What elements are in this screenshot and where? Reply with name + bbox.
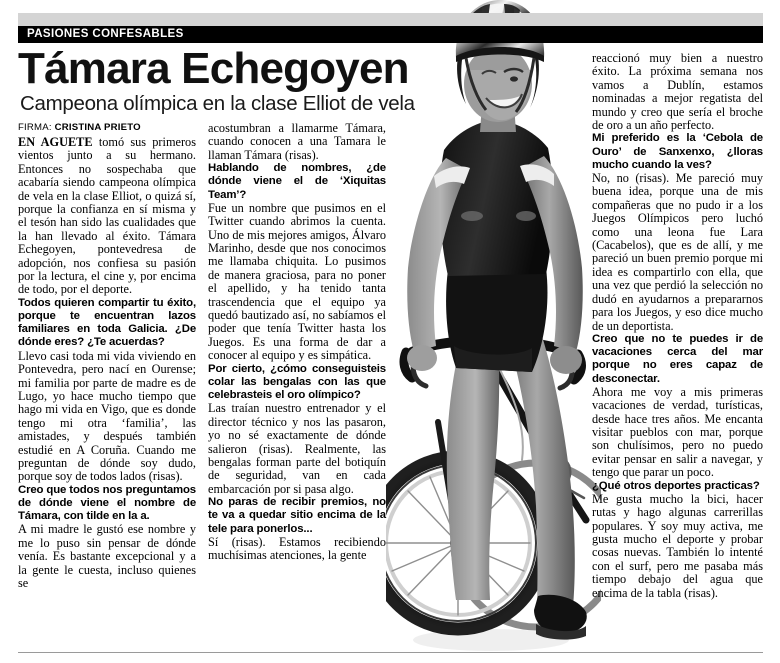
interview-answer: reaccionó muy bien a nuestro éxito. La próxima semana nos vamos a Dublín, estamos nominadas a mejor regatista del mundo y creo que sería el broche de oro a un año perfecto. [592,51,763,133]
interview-answer: EN AGUETE tomó sus primeros vientos junto a su hermano. Entonces no sospechaba que acabaría siendo campeona olímpica de vela en la clase Elliot, o quizá sí, porque la confianza en sí misma y el tesón han sido las cualidades que la han llevado al éxito. Támara Echegoyen, pontevedresa de adopción, nos confiesa su pasión por la lectura, el cine y, por encima de todo, por el deporte. [18,135,196,297]
interview-answer: Fue un nombre que pusimos en el Twitter cuando abrimos la cuenta. Uno de mis mejores amigos, Álvaro Marinho, desde que nos conocimos me llamaba chiquita. Lo pusimos de manera graciosa, para no poner el apellido, y ha tenido tanta trascendencia que el equipo ya quedó bautizado así, no sabíamos el poder que tenía Twitter hasta los Juegos. Es una forma de dar a conocer al equipo y es simpática. [208,200,386,363]
interview-answer: Sí (risas). Estamos recibiendo muchísimas atenciones, la gente [208,534,386,563]
article-column-3 [592,52,763,600]
section-bar [18,26,763,43]
interview-question: ¿Qué otros deportes practicas? [592,479,760,492]
section-label: PASIONES CONFESABLES [27,28,184,40]
interview-answer: Me gusta mucho la bici, hacer rutas y hago algunas carrerillas populares. Y soy muy activa, me gusta mucho el deporte y probar cosas nuevas. También lo intenté con el surf, pero me pasaba más tiempo debajo del agua que encima de la tabla (risas). [592,491,763,600]
interview-question: Mi preferido es la ‘Cebola de Ouro’ de Sanxenxo, ¿lloras mucho cuando la ves? [592,132,763,171]
interview-question: Creo que todos nos preguntamos de dónde viene el nombre de Támara, con tilde en la a. [18,483,196,523]
article-column-2 [208,122,386,563]
byline-author: CRISTINA PRIETO [54,122,141,133]
lede-lead-in: EN AGUETE [18,135,93,149]
bottom-rule [18,652,763,653]
page-subtitle: Campeona olímpica en la clase Elliot de vela [20,92,415,115]
interview-answer: Las traían nuestro entrenador y el director técnico y nos las pasaron, yo no sé exactamente de dónde salieron (risas). Realmente, las bengalas forman parte del botiquín de seguridad, van en cada embarcación por si pasa algo. [208,401,386,496]
interview-question: Por cierto, ¿cómo conseguisteis colar las bengalas con las que celebrasteis el oro olímpico? [208,362,386,402]
interview-question: Creo que no te puedes ir de vacaciones cerca del mar porque no eres capaz de desconectar. [592,332,763,385]
interview-answer: A mi madre le gustó ese nombre y me lo puso sin pensar de dónde venía. Es bastante excepcional y a la gente le cuesta, incluso quienes se [18,522,196,590]
interview-answer: acostumbran a llamarme Támara, cuando conocen a una Tamara le llaman Támara (risas). [208,121,386,162]
header-gray-band [18,13,763,26]
interview-answer: Ahora me voy a mis primeras vacaciones de verdad, turísticas, desde hace tres años. Me encanta visitar pueblos con mar, porque son chulísimos, pero no puedo evitar pensar en salir a navegar, y tengo que parar un poco. [592,384,763,480]
interview-question: No paras de recibir premios, no te va a quedar sitio encima de la tele para ponerlos... [208,496,386,535]
byline [18,122,196,134]
byline-prefix: FIRMA: [18,122,52,133]
headline-block [18,46,578,115]
page-title: Támara Echegoyen [18,44,409,93]
interview-question: Todos quieren compartir tu éxito, porque te encuentran lazos familiares en toda Galicia. ¿De dónde eres? ¿Te acuerdas? [18,296,196,349]
article-column-1 [18,122,196,590]
interview-question: Hablando de nombres, ¿de dónde viene el de ‘Xiquitas Team’? [208,162,386,201]
interview-answer: Llevo casi toda mi vida viviendo en Pontevedra, pero nací en Ourense; mi familia por parte de madre es de Lugo, yo hace mucho tiempo que hago mi vida en Vigo, que es donde tengo mi otra ‘familia’, las amistades, y después también estudié en A Coruña. Cuando me preguntan de dónde soy dudo, porque soy de todos lados (risas). [18,348,196,484]
interview-answer: No, no (risas). Me pareció muy buena idea, porque una de mis compañeras que no pudo ir a los Juegos Olímpicos pero luchó como una leona fue Lara (Cacabelos), que es de allí, y me pareció un buen premio porque mi idea es compartirlo con ella, que una vez que perdió la selección no dudó en ayudarnos a prepararnos para los Juegos, y eso dice mucho de un deportista. [592,171,763,333]
